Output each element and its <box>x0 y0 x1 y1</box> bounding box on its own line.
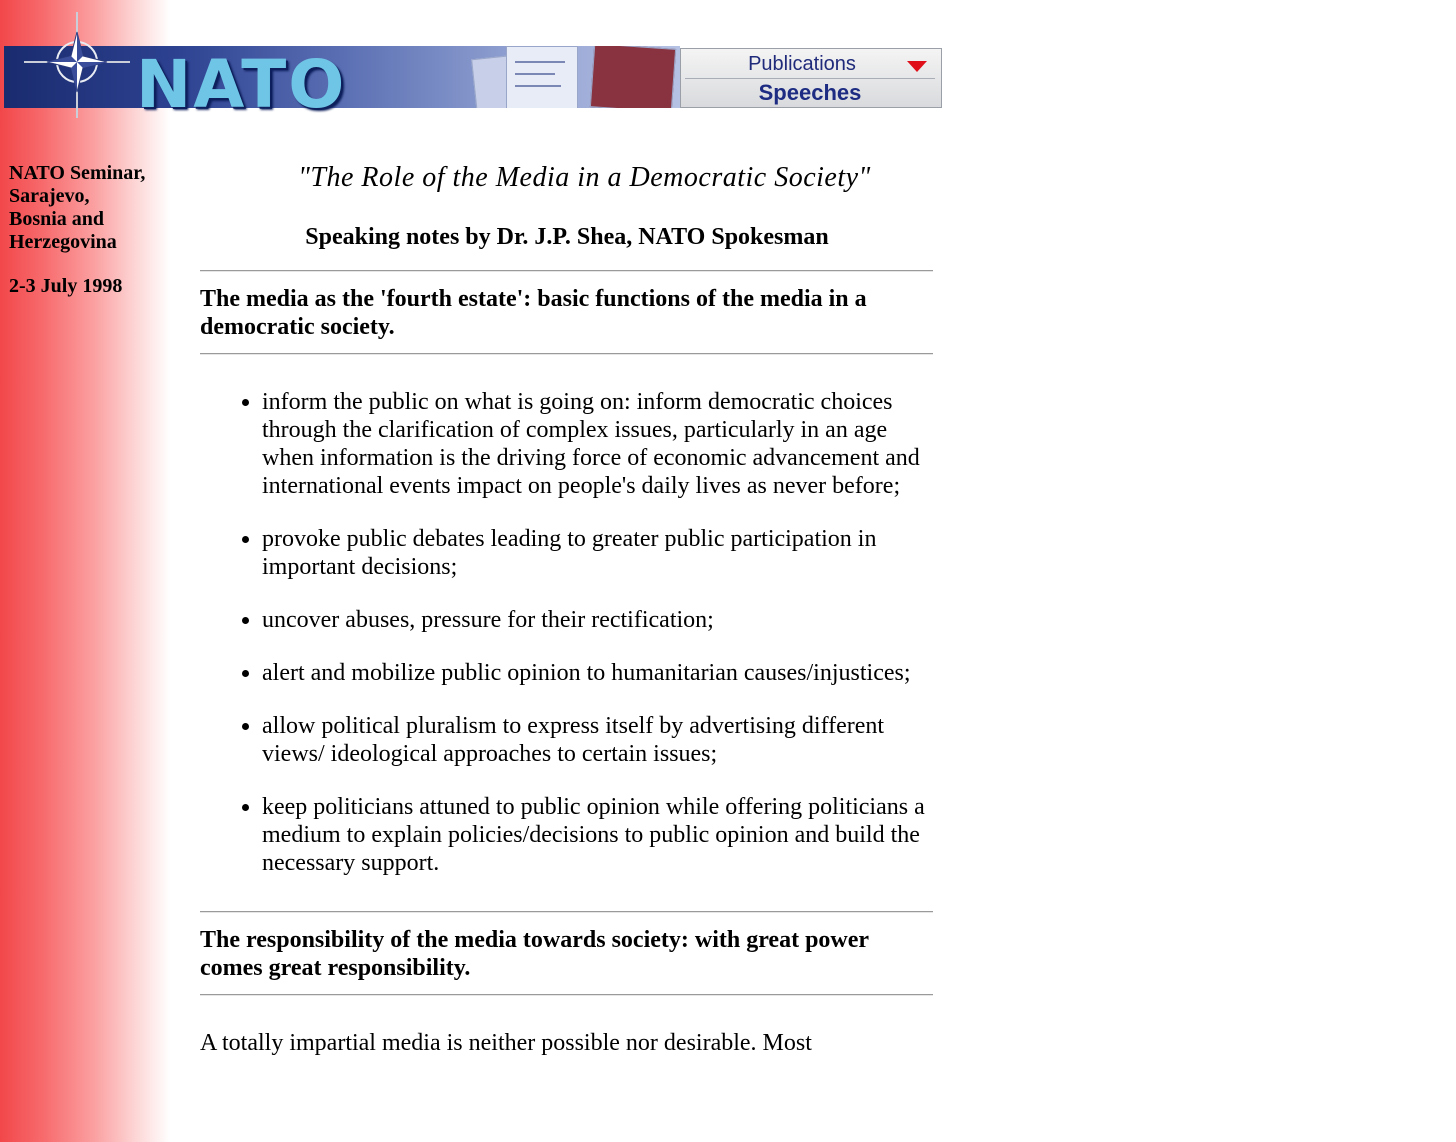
chevron-down-icon[interactable] <box>907 61 927 72</box>
body-paragraph: A totally impartial media is neither possible nor desirable. Most <box>200 1030 812 1056</box>
list-item: • allow political pluralism to express itself by advertising different views/ ideological approaches to certain issues; <box>262 712 933 768</box>
publication-thumbnail <box>506 46 578 108</box>
divider <box>200 353 933 354</box>
nato-logo-text[interactable]: NATO <box>136 46 347 123</box>
speeches-link[interactable]: Speeches <box>758 80 862 105</box>
publication-thumbnail <box>590 46 676 108</box>
publication-thumbnails <box>444 46 680 108</box>
thumbnail-line <box>515 73 555 75</box>
event-info <box>9 162 159 298</box>
list-item: • uncover abuses, pressure for their rectification; <box>262 606 933 634</box>
publications-dropdown[interactable]: Publications <box>748 53 856 75</box>
list-item: • inform the public on what is going on: inform democratic choices through the clarification of complex issues, particularly in an age when information is the driving force of economic advancement and international events impact on people's daily lives as never before; <box>262 388 933 500</box>
section-heading: The media as the 'fourth estate': basic functions of the media in a democratic society. <box>200 286 867 340</box>
event-location-line: NATO Seminar, <box>9 162 146 184</box>
navigation-panel <box>680 48 942 108</box>
divider <box>200 270 933 271</box>
divider <box>200 994 933 995</box>
event-location-line: Herzegovina <box>9 231 117 253</box>
thumbnail-line <box>515 85 561 87</box>
event-date: 2-3 July 1998 <box>9 275 123 297</box>
divider <box>200 911 933 912</box>
event-location-line: Bosnia and <box>9 208 105 230</box>
page-subtitle: Speaking notes by Dr. J.P. Shea, NATO Spokesman <box>305 224 829 250</box>
page-title: "The Role of the Media in a Democratic Society" <box>298 162 871 193</box>
header-banner <box>4 0 940 123</box>
media-functions-list <box>200 388 933 877</box>
section-heading: The responsibility of the media towards society: with great power comes great responsibility. <box>200 927 869 981</box>
main-content <box>200 160 933 1057</box>
list-item: • alert and mobilize public opinion to humanitarian causes/injustices; <box>262 659 933 687</box>
thumbnail-line <box>515 61 565 63</box>
nato-compass-star-icon[interactable] <box>22 10 132 120</box>
event-location-line: Sarajevo, <box>9 185 90 207</box>
list-item: • keep politicians attuned to public opinion while offering politicians a medium to explain policies/decisions to public opinion and build the necessary support. <box>262 793 933 877</box>
list-item: • provoke public debates leading to greater public participation in important decisions; <box>262 525 933 581</box>
